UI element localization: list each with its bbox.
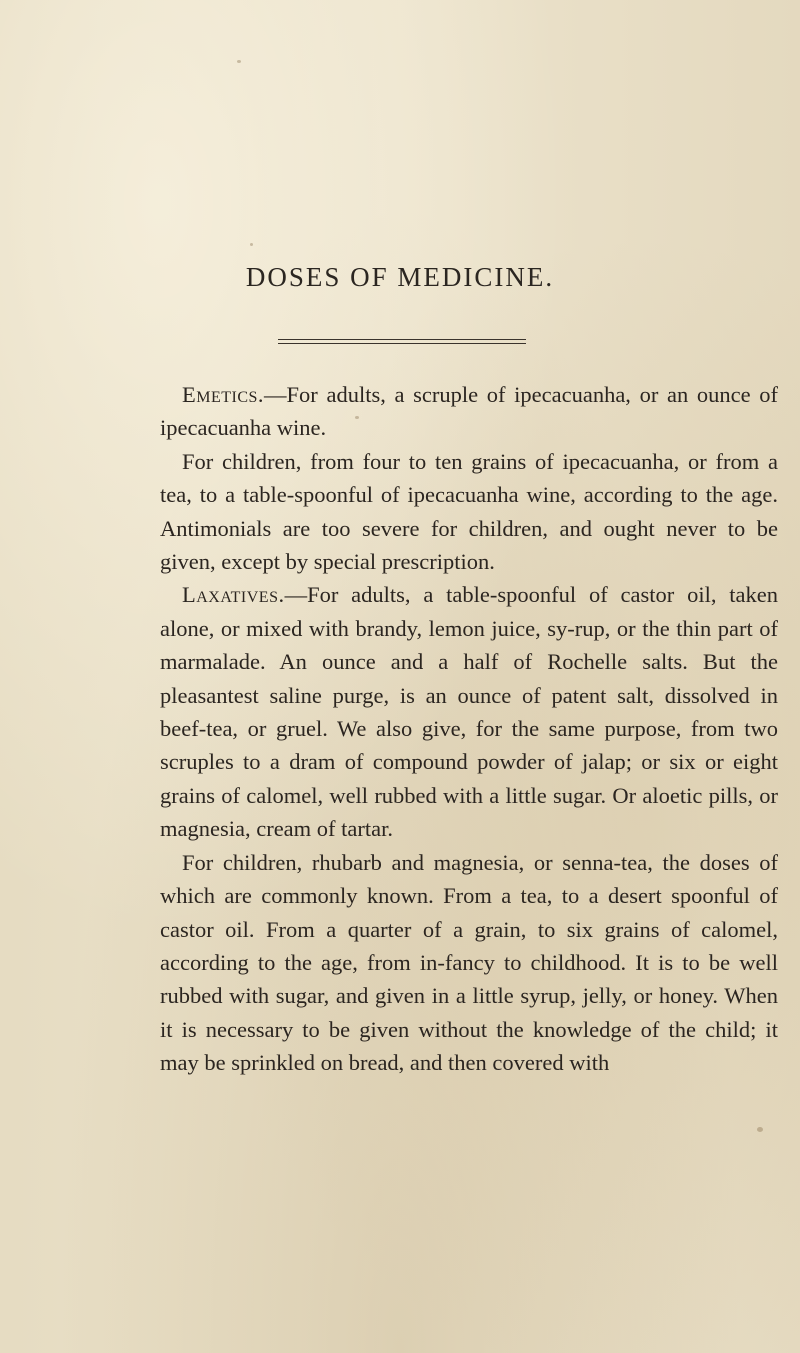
section-heading-laxatives: Laxatives.: [182, 582, 285, 608]
page-title: DOSES OF MEDICINE.: [245, 262, 555, 292]
foxing-spot: [757, 1127, 763, 1132]
paragraph-text: For children, from four to ten grains of ipecacuanha, or from a tea, to a table-spoonful of ipecacuanha wine, according to the age. Antimonials are too severe for children, and ought never to be given, except by special prescription.: [160, 448, 778, 575]
body-text: [160, 378, 778, 1080]
title-divider: [278, 339, 526, 344]
section-heading-emetics: Emetics.: [182, 382, 265, 407]
paragraph-text: For children, rhubarb and magnesia, or senna-tea, the doses of which are commonly known. From a tea, to a desert spoonful of castor oil. From a quarter of a grain, to six grains of calomel, according to the age, from in-fancy to childhood. It is to be well rubbed with sugar, and given in a little syrup, jelly, or honey. When it is necessary to be given without the knowledge of the child; it may be sprinkled on bread, and then covered with: [160, 849, 778, 1076]
paragraph-laxatives-adults: [160, 578, 778, 845]
paragraph-emetics-adults: [160, 378, 778, 445]
paragraph-text: —For adults, a scruple of ipecacuanha, or an ounce of ipecacuanha wine.: [160, 382, 778, 441]
paragraph-emetics-children: [160, 445, 778, 579]
paragraph-text: —For adults, a table-spoonful of castor oil, taken alone, or mixed with brandy, lemon juice, sy-rup, or the thin part of marmalade. An ounce and a half of Rochelle salts. But the pleasantest saline purge, is an ounce of patent salt, dissolved in beef-tea, or gruel. We also give, for the same purpose, from two scruples to a dram of compound powder of jalap; or six or eight grains of calomel, well rubbed with a little sugar. Or aloetic pills, or magnesia, cream of tartar.: [160, 582, 778, 842]
page-header: [0, 262, 800, 293]
foxing-spot: [237, 60, 241, 63]
paragraph-laxatives-children: [160, 846, 778, 1080]
foxing-spot: [250, 243, 253, 246]
